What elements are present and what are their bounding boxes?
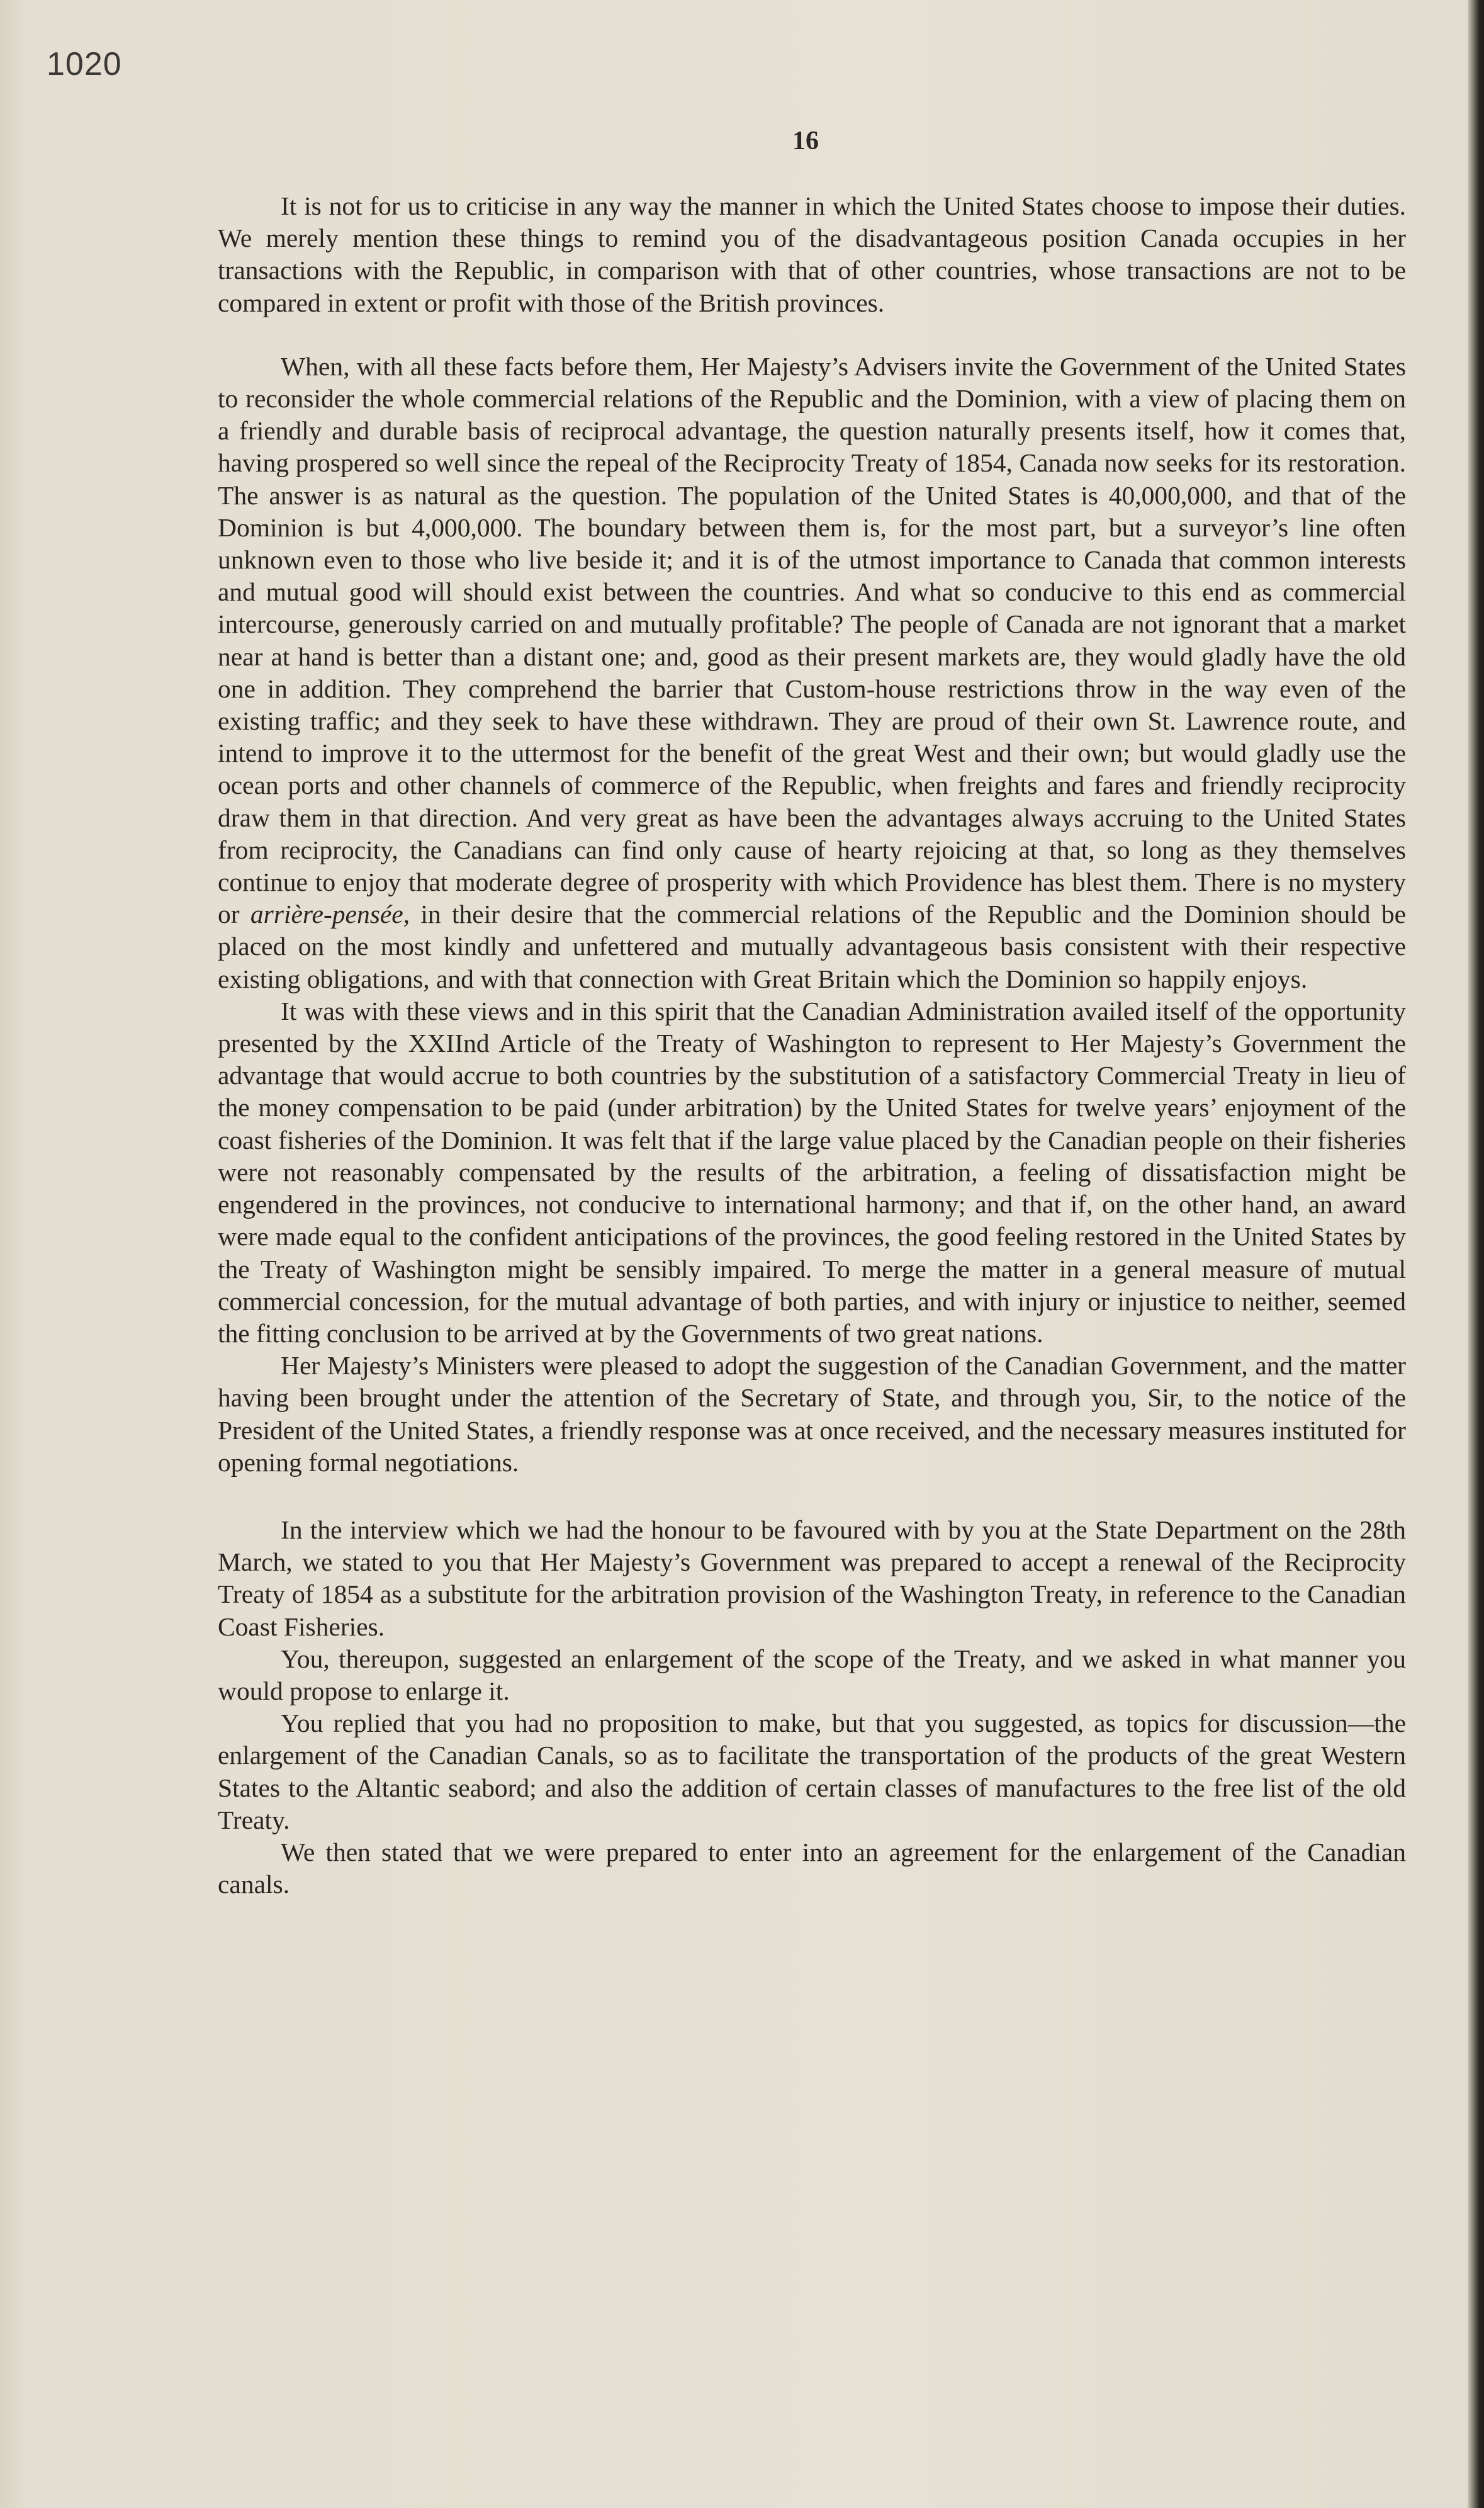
- paragraph-2-text: When, with all these facts before them, Her Majesty’s Advisers invite the Government of the United States to reconsider the whole commercial relations of the Republic and the Dominion, with a view of placing them on a friendly and durable basis of reciprocal advantage, the question naturally presents itself, how it comes that, having prospered so well since the repeal of the Reciprocity Treaty of 1854, Canada now seeks for its restoration. The answer is as natural as the question. The population of the United States is 40,000,000, and that of the Dominion is but 4,000,000. The boundary between them is, for the most part, but a surveyor’s line often unknown even to those who live beside it; and it is of the utmost importance to Canada that common interests and mutual good will should exist between the countries. And what so conducive to this end as commercial intercourse, generously carried on and mutually profitable? The people of Canada are not ignorant that a market near at hand is better than a distant one; and, good as their present markets are, they would gladly have the old one in addition. They comprehend the barrier that Custom-house restrictions throw in the way even of the existing traffic; and they seek to have these withdrawn. They are proud of their own St. Lawrence route, and intend to improve it to the uttermost for the benefit of the great West and their own; but would gladly use the ocean ports and other channels of commerce of the Republic, when freights and fares and friendly reciprocity draw them in that direction. And very great as have been the advantages always accruing to the United States from reciprocity, the Canadians can find only cause of hearty rejoicing at that, so long as they themselves continue to enjoy that moderate degree of prosperity with which Providence has blest them. There is no mystery or: [218, 351, 1406, 929]
- archive-stamp-number: 1020: [47, 46, 122, 82]
- italic-phrase: arrière-pensée,: [250, 900, 410, 929]
- paragraph-gap: [218, 319, 1406, 351]
- paragraph-6: You, thereupon, suggested an enlargement of the scope of the Treaty, and we asked in what manner you would propose to enlarge it.: [218, 1644, 1406, 1705]
- paragraph-7: You replied that you had no proposition to make, but that you suggested, as topics for discussion—the enlargement of the Canadian Canals, so as to facilitate the transportation of the products of the great Western States to the Altantic seabord; and also the addition of certain classes of manufactures to the free list of the old Treaty.: [218, 1709, 1406, 1834]
- paragraph-2: [218, 351, 1406, 995]
- paragraph-8: We then stated that we were prepared to enter into an agreement for the enlargement of the Canadian canals.: [218, 1837, 1406, 1899]
- page-number: 16: [792, 127, 819, 155]
- page-binding-edge: [1468, 0, 1484, 2508]
- paragraph-5: In the interview which we had the honour to be favoured with by you at the State Department on the 28th March, we stated to you that Her Majesty’s Government was prepared to accept a renewal of the Reciprocity Treaty of 1854 as a substitute for the arbitration provision of the Washington Treaty, in reference to the Canadian Coast Fisheries.: [218, 1515, 1406, 1641]
- body-text: [218, 190, 1406, 1901]
- paragraph-gap: [218, 1479, 1406, 1514]
- paragraph-2-continued: in their desire that the commercial relations of the Republic and the Dominion should be placed on the most kindly and unfettered and mutually advantageous basis consistent with their respective existing obligations, and with that connection with Great Britain which the Dominion so happily enjoys.: [218, 900, 1407, 993]
- paragraph-4: Her Majesty’s Ministers were pleased to adopt the suggestion of the Canadian Government, and the matter having been brought under the attention of the Secretary of State, and through you, Sir, to the notice of the President of the United States, a friendly response was at once received, and the necessary measures instituted for opening formal negotiations.: [218, 1351, 1406, 1477]
- paragraph-3: It was with these views and in this spirit that the Canadian Administration availed itself of the opportunity presented by the XXIInd Article of the Treaty of Washington to represent to Her Majesty’s Government the advantage that would accrue to both countries by the substitution of a satisfactory Commercial Treaty in lieu of the money compensation to be paid (under arbitration) by the United States for twelve years’ enjoyment of the coast fisheries of the Dominion. It was felt that if the large value placed by the Canadian people on their fisheries were not reasonably compensated by the results of the arbitration, a feeling of dissatisfaction might be engendered in the provinces, not conducive to international harmony; and that if, on the other hand, an award were made equal to the confident anticipations of the provinces, the good feeling restored in the United States by the Treaty of Washington might be sensibly impaired. To merge the matter in a general measure of mutual commercial concession, for the mutual advantage of both parties, and with injury or injustice to neither, seemed the fitting conclusion to be arrived at by the Governments of two great nations.: [218, 996, 1406, 1348]
- paragraph-1: It is not for us to criticise in any way the manner in which the United States choose to impose their duties. We merely mention these things to remind you of the disadvantageous position Canada occupies in her transactions with the Republic, in comparison with that of other countries, whose transactions are not to be compared in extent or profit with those of the British provinces.: [218, 191, 1406, 317]
